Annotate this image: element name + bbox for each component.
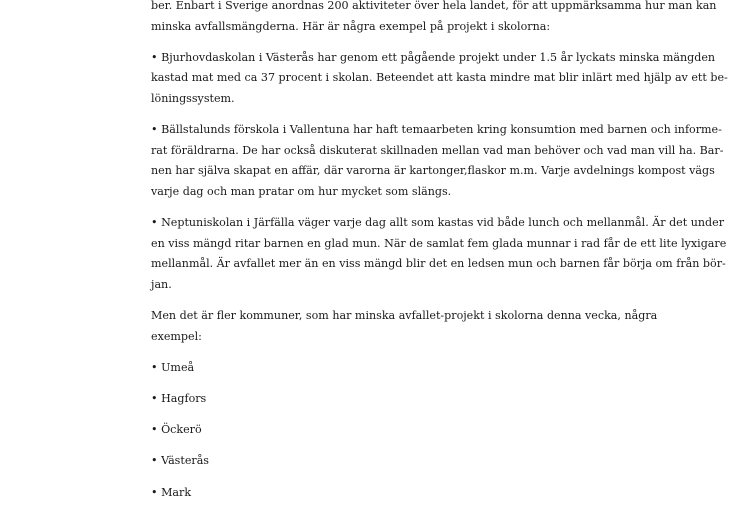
example-ballstalunds [151, 120, 724, 202]
text-line: löningssystem. [151, 91, 235, 105]
text-line: • Bällstalunds förskola i Vallentuna har haft temaarbeten kring konsumtion med barnen och informe- [151, 123, 722, 137]
text-line: rat föräldrarna. De har också diskuterat skillnaden mellan vad man behöver och vad man vill ha. Bar- [151, 143, 724, 157]
municipality-item: • Mark [151, 485, 192, 499]
municipality-item: • Västerås [151, 454, 210, 468]
text-line: • Neptuniskolan i Järfälla väger varje dag allt som kastas vid både lunch och mellanmål. Är det under [151, 216, 724, 230]
municipalities-intro: Men det är fler kommuner, som har minska avfallet-projekt i skolorna denna vecka, några exempel: [151, 309, 658, 343]
text-line: kastad mat med ca 37 procent i skolan. Beteendet att kasta mindre mat blir inlärt med hjälp av ett be- [151, 71, 728, 85]
text-line: minska avfallsmängderna. Här är några exempel på projekt i skolorna: [151, 19, 551, 33]
example-neptuniskolan [151, 213, 727, 295]
intro-paragraph [151, 0, 717, 37]
municipality-item: • Hagfors [151, 392, 207, 406]
example-bjurhovdaskolan [151, 48, 728, 110]
municipality-item: • Umeå [151, 360, 195, 374]
text-line: ber. Enbart i Sverige anordnas 200 aktiviteter över hela landet, för att uppmärksamma hur man kan [151, 0, 717, 12]
municipality-item: • Öckerö [151, 423, 202, 437]
text-line: • Bjurhovdaskolan i Västerås har genom ett pågående projekt under 1.5 år lyckats minska mängden [151, 50, 716, 64]
text-line: mellanmål. Är avfallet mer än en viss mängd blir det en ledsen mun och barnen får börja om från bör- [151, 257, 726, 271]
text-line: varje dag och man pratar om hur mycket som slängs. [151, 184, 452, 198]
text-line: nen har själva skapat en affär, där varorna är kartonger,flaskor m.m. Varje avdelnings kompost vägs [151, 164, 715, 178]
text-line: jan. [151, 277, 172, 291]
text-line: en viss mängd ritar barnen en glad mun. När de samlat fem glada munnar i rad får de ett lite lyxigare [151, 236, 727, 250]
document-page [151, 0, 728, 514]
